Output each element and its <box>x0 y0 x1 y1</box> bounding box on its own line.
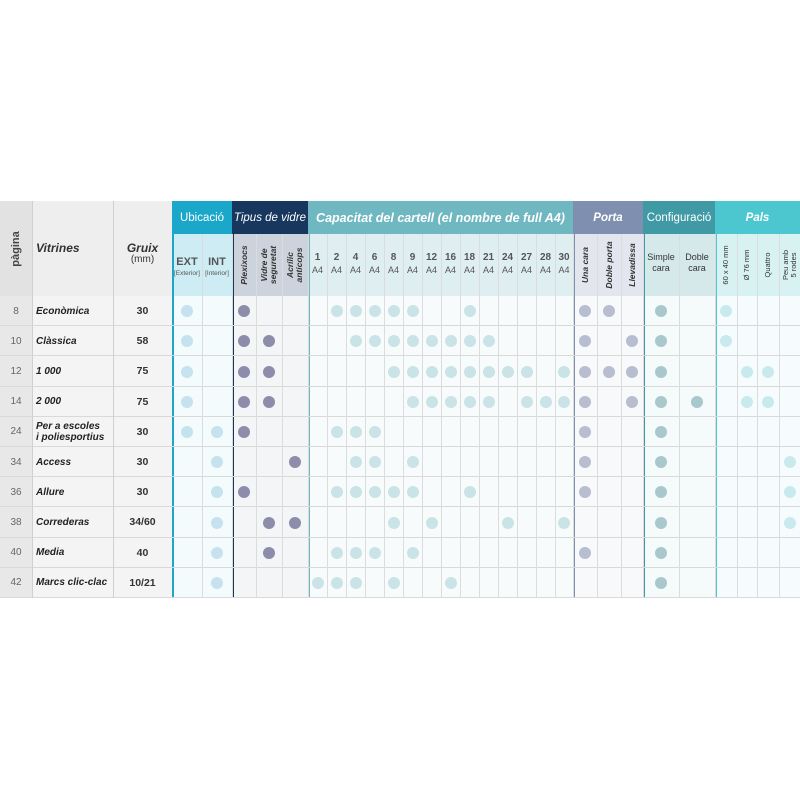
config-dot <box>655 547 667 559</box>
capacitat-unit-3: A4 <box>368 265 380 275</box>
row-name-1: Clàssica <box>36 335 77 347</box>
col-line-config-1 <box>679 234 680 598</box>
capacitat-unit-6: A4 <box>425 265 437 275</box>
pals-dot <box>784 517 796 529</box>
col-line-ubicacio-1 <box>202 234 203 598</box>
col-line-pals-1 <box>737 234 738 598</box>
col-line-capacitat-11 <box>517 234 518 598</box>
porta-dot <box>579 396 591 408</box>
capacitat-dot <box>540 396 552 408</box>
pals-dot <box>784 486 796 498</box>
capacitat-dot <box>388 305 400 317</box>
group-header-porta <box>573 201 643 234</box>
ubicacio-dot <box>211 456 223 468</box>
capacitat-sub-13: 30 <box>558 252 570 263</box>
capacitat-dot <box>558 366 570 378</box>
ubicacio-dot <box>211 547 223 559</box>
pagina-label: pàgina <box>10 230 22 267</box>
pals-dot <box>720 305 732 317</box>
capacitat-dot <box>464 335 476 347</box>
capacitat-dot <box>331 547 343 559</box>
row-name-0: Econòmica <box>36 305 90 317</box>
capacitat-dot <box>350 305 362 317</box>
col-line-name <box>113 201 114 598</box>
row-name-7: Correderas <box>36 516 90 528</box>
porta-dot <box>579 547 591 559</box>
config-sub-0: Simple cara <box>647 252 675 273</box>
tipus-dot <box>289 517 301 529</box>
tipus-dot <box>238 366 250 378</box>
porta-dot <box>626 396 638 408</box>
capacitat-dot <box>369 486 381 498</box>
capacitat-unit-8: A4 <box>463 265 475 275</box>
capacitat-dot <box>407 396 419 408</box>
capacitat-dot <box>521 366 533 378</box>
capacitat-unit-7: A4 <box>444 265 456 275</box>
config-sub-1: Doble cara <box>685 252 709 273</box>
capacitat-sub-2: 4 <box>352 252 359 263</box>
row-name-2: 1 000 <box>36 365 62 377</box>
capacitat-dot <box>331 426 343 438</box>
capacitat-dot <box>350 547 362 559</box>
config-dot <box>655 517 667 529</box>
capacitat-dot <box>350 456 362 468</box>
row-name-3: 2 000 <box>36 396 62 408</box>
row-gruix-6: 30 <box>136 486 149 499</box>
tipus-sub-1: Vidre de seguretat <box>259 245 278 285</box>
capacitat-dot <box>483 366 495 378</box>
capacitat-dot <box>445 366 457 378</box>
col-line-pals-2 <box>757 234 758 598</box>
porta-sub-0: Una cara <box>580 247 590 283</box>
config-dot <box>655 426 667 438</box>
capacitat-unit-12: A4 <box>539 265 551 275</box>
porta-dot <box>579 456 591 468</box>
tipus-dot <box>263 396 275 408</box>
row-name-5: Access <box>36 456 72 468</box>
capacitat-sub-8: 18 <box>463 252 476 263</box>
ubicacio-dot <box>211 577 223 589</box>
row-page-6: 36 <box>10 486 22 498</box>
group-header-config <box>643 201 715 234</box>
capacitat-dot <box>331 486 343 498</box>
tipus-sub-2: Acrílic anticops <box>285 247 304 283</box>
capacitat-dot <box>445 396 457 408</box>
capacitat-sub-6: 12 <box>425 252 438 263</box>
capacitat-sub-7: 16 <box>444 252 457 263</box>
tipus-dot <box>238 396 250 408</box>
col-line-page <box>32 201 33 598</box>
group-header-ubicacio <box>172 201 232 234</box>
capacitat-dot <box>407 305 419 317</box>
col-line-porta-1 <box>597 234 598 598</box>
capacitat-dot <box>388 486 400 498</box>
capacitat-unit-0: A4 <box>311 265 323 275</box>
capacitat-dot <box>350 335 362 347</box>
row-page-5: 34 <box>10 456 22 468</box>
capacitat-dot <box>426 517 438 529</box>
col-line-tipus-3 <box>308 234 309 598</box>
col-line-porta-2 <box>621 234 622 598</box>
capacitat-sub-10: 24 <box>501 252 514 263</box>
row-page-1: 10 <box>10 335 22 347</box>
col-line-capacitat-13 <box>555 234 556 598</box>
capacitat-sub-9: 21 <box>482 252 495 263</box>
capacitat-dot <box>483 396 495 408</box>
ubicacio-dot <box>181 426 193 438</box>
group-header-pals <box>715 201 800 234</box>
row-gruix-4: 30 <box>136 425 149 438</box>
col-line-capacitat-1 <box>327 234 328 598</box>
pals-sub-0: 60 x 40 mm <box>721 245 730 285</box>
capacitat-dot <box>369 456 381 468</box>
capacitat-unit-9: A4 <box>482 265 494 275</box>
capacitat-dot <box>407 486 419 498</box>
capacitat-dot <box>464 486 476 498</box>
porta-dot <box>579 366 591 378</box>
capacitat-dot <box>521 396 533 408</box>
row-gruix-1: 58 <box>136 335 149 348</box>
row-name-4: Per a escoles i poliesportius <box>36 420 105 443</box>
ubicacio-sub-main-1: INT <box>208 256 226 268</box>
group-label-pals: Pals <box>745 211 770 224</box>
porta-dot <box>626 366 638 378</box>
ubicacio-dot <box>211 426 223 438</box>
capacitat-unit-11: A4 <box>520 265 532 275</box>
capacitat-dot <box>483 335 495 347</box>
row-gruix-3: 75 <box>136 395 149 408</box>
capacitat-dot <box>464 305 476 317</box>
group-label-porta: Porta <box>593 211 623 224</box>
config-dot <box>655 305 667 317</box>
col-line-capacitat-4 <box>384 234 385 598</box>
tipus-dot <box>289 456 301 468</box>
capacitat-dot <box>388 517 400 529</box>
row-page-2: 12 <box>10 365 22 377</box>
capacitat-dot <box>350 486 362 498</box>
col-line-config-2 <box>715 234 716 598</box>
col-line-capacitat-7 <box>441 234 442 598</box>
capacitat-dot <box>558 396 570 408</box>
row-gruix-7: 34/60 <box>129 516 156 529</box>
capacitat-dot <box>369 305 381 317</box>
group-label-tipus: Tipus de vidre <box>233 211 307 224</box>
capacitat-dot <box>331 305 343 317</box>
porta-sub-1: Doble porta <box>604 241 614 289</box>
row-name-8: Media <box>36 547 65 559</box>
col-line-porta-3 <box>643 234 644 598</box>
row-name-9: Marcs clic-clac <box>36 577 108 589</box>
capacitat-dot <box>407 335 419 347</box>
pals-sub-3: Peu amb 5 rodes <box>780 249 798 281</box>
capacitat-dot <box>407 456 419 468</box>
capacitat-unit-10: A4 <box>501 265 513 275</box>
capacitat-sub-3: 6 <box>371 252 378 263</box>
pals-dot <box>741 396 753 408</box>
row-gruix-9: 10/21 <box>129 576 156 589</box>
capacitat-dot <box>350 426 362 438</box>
tipus-dot <box>263 517 275 529</box>
gruix-unit: (mm) <box>130 254 155 265</box>
pals-dot <box>762 396 774 408</box>
capacitat-dot <box>388 335 400 347</box>
pals-dot <box>762 366 774 378</box>
group-label-ubicacio: Ubicació <box>179 211 225 224</box>
capacitat-unit-1: A4 <box>330 265 342 275</box>
capacitat-dot <box>445 577 457 589</box>
capacitat-unit-2: A4 <box>349 265 361 275</box>
row-page-3: 14 <box>10 396 22 408</box>
capacitat-sub-0: 1 <box>314 252 321 263</box>
group-label-config: Configuració <box>646 211 712 224</box>
tipus-sub-0: Plexixocs <box>238 245 249 285</box>
porta-sub-2: Llevadissa <box>627 243 637 287</box>
tipus-dot <box>238 426 250 438</box>
col-line-capacitat-6 <box>422 234 423 598</box>
row-page-4: 24 <box>10 426 22 438</box>
row-page-9: 42 <box>10 577 22 589</box>
ubicacio-dot <box>181 366 193 378</box>
capacitat-dot <box>369 547 381 559</box>
ubicacio-dot <box>211 517 223 529</box>
ubicacio-sub-main-0: EXT <box>176 256 198 268</box>
capacitat-dot <box>350 577 362 589</box>
capacitat-dot <box>426 366 438 378</box>
porta-dot <box>579 305 591 317</box>
ubicacio-dot <box>181 396 193 408</box>
capacitat-unit-13: A4 <box>558 265 570 275</box>
row-gruix-0: 30 <box>136 305 149 318</box>
capacitat-dot <box>312 577 324 589</box>
row-gruix-8: 40 <box>136 546 149 559</box>
col-line-capacitat-5 <box>403 234 404 598</box>
row-gruix-5: 30 <box>136 456 149 469</box>
col-line-capacitat-8 <box>460 234 461 598</box>
col-line-tipus-1 <box>256 234 257 598</box>
col-line-capacitat-3 <box>365 234 366 598</box>
capacitat-dot <box>502 517 514 529</box>
config-dot <box>691 396 703 408</box>
porta-dot <box>603 366 615 378</box>
capacitat-sub-11: 27 <box>520 252 533 263</box>
tipus-dot <box>263 366 275 378</box>
capacitat-dot <box>464 396 476 408</box>
col-line-capacitat-9 <box>479 234 480 598</box>
row-page-8: 40 <box>10 547 22 559</box>
capacitat-dot <box>502 366 514 378</box>
config-dot <box>655 366 667 378</box>
group-label-capacitat: Capacitat del cartell (el nombre de full A4) <box>316 210 565 225</box>
capacitat-dot <box>464 366 476 378</box>
row-page-0: 8 <box>13 305 19 317</box>
capacitat-dot <box>426 335 438 347</box>
tipus-dot <box>263 547 275 559</box>
porta-dot <box>603 305 615 317</box>
col-line-tipus-2 <box>282 234 283 598</box>
pals-sub-2: Quattro <box>763 252 772 278</box>
capacitat-dot <box>426 396 438 408</box>
capacitat-sub-1: 2 <box>333 252 340 263</box>
ubicacio-dot <box>181 305 193 317</box>
row-gruix-2: 75 <box>136 365 149 378</box>
capacitat-sub-4: 8 <box>390 252 397 263</box>
row-name-6: Allure <box>36 486 65 498</box>
vitrines-label: Vitrines <box>36 241 80 255</box>
capacitat-dot <box>331 577 343 589</box>
pals-sub-1: Ø 76 mm <box>742 249 751 281</box>
col-line-capacitat-12 <box>536 234 537 598</box>
pals-dot <box>784 456 796 468</box>
gruix-label: Gruix <box>126 241 159 255</box>
config-dot <box>655 396 667 408</box>
group-header-capacitat <box>308 201 573 234</box>
capacitat-dot <box>388 577 400 589</box>
config-dot <box>655 456 667 468</box>
ubicacio-sub-note-0: [Exterior] <box>173 270 200 277</box>
pals-dot <box>741 366 753 378</box>
col-line-ubicacio-2 <box>232 234 233 598</box>
col-line-pals-3 <box>779 234 780 598</box>
capacitat-dot <box>445 335 457 347</box>
capacitat-dot <box>369 335 381 347</box>
capacitat-dot <box>369 426 381 438</box>
col-line-capacitat-10 <box>498 234 499 598</box>
tipus-dot <box>238 305 250 317</box>
ubicacio-sub-note-1: [Interior] <box>205 270 229 277</box>
col-line-capacitat-2 <box>346 234 347 598</box>
capacitat-dot <box>558 517 570 529</box>
capacitat-unit-5: A4 <box>406 265 418 275</box>
row-page-7: 38 <box>10 516 22 528</box>
col-line-capacitat-14 <box>573 234 574 598</box>
capacitat-dot <box>407 366 419 378</box>
capacitat-sub-5: 9 <box>409 252 416 263</box>
capacitat-dot <box>388 366 400 378</box>
group-header-tipus <box>232 201 308 234</box>
config-dot <box>655 577 667 589</box>
capacitat-sub-12: 28 <box>539 252 552 263</box>
capacitat-dot <box>407 547 419 559</box>
capacitat-unit-4: A4 <box>387 265 399 275</box>
porta-dot <box>579 426 591 438</box>
